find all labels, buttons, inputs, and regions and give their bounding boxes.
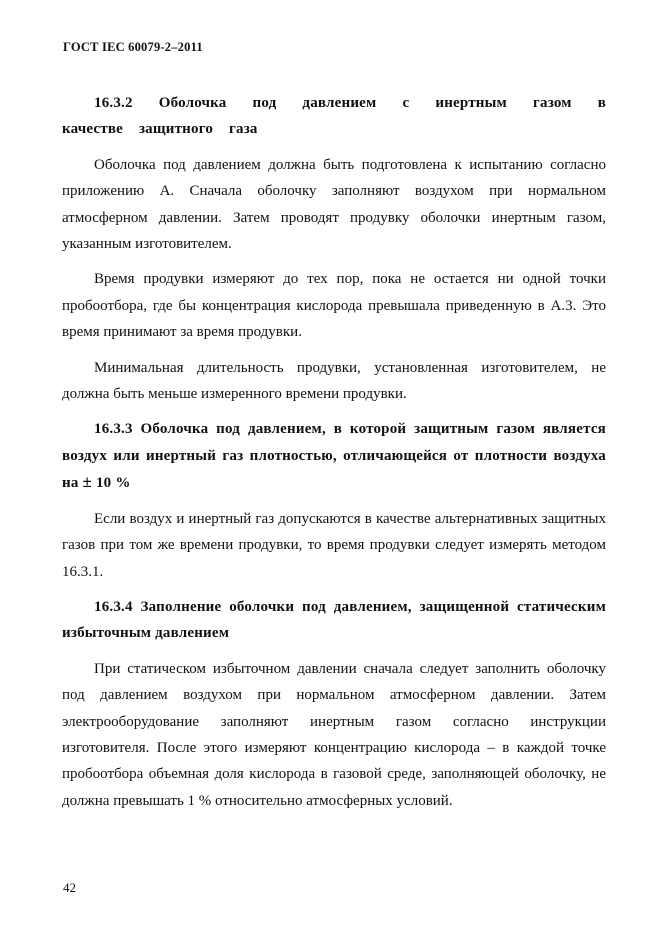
section-16-3-3 (62, 416, 606, 584)
paragraph: Минимальная длительность продувки, установленная изготовителем, не должна быть меньше измеренного времени продувки. (62, 359, 606, 403)
section-16-3-2 (62, 90, 606, 407)
document-body (62, 90, 606, 823)
section-heading: 16.3.2 Оболочка под давлением с инертным газом в качестве защитного газа (62, 95, 606, 138)
section-16-3-4 (62, 594, 606, 814)
paragraph: При статическом избыточном давлении сначала следует заполнить оболочку под давлением воздухом при нормальном атмосферном давлении. Затем электрооборудование заполняют инертным газом согласно инструкции изготовителя. После этого измеряют концентрацию кислорода – в каждой точке пробоотбора объемная доля кислорода в газовой среде, заполняющей оболочку, не должна превышать 1 % относительно атмосферных условий. (62, 660, 606, 809)
paragraph: Оболочка под давлением должна быть подготовлена к испытанию согласно приложению А. Сначала оболочку заполняют воздухом при нормальном атмосферном давлении. Затем проводят продувку оболочки инертным газом, указанным изготовителем. (62, 156, 606, 253)
paragraph: Если воздух и инертный газ допускаются в качестве альтернативных защитных газов при том же времени продувки, то время продувки следует измерять методом 16.3.1. (62, 510, 606, 580)
section-heading: 16.3.4 Заполнение оболочки под давлением, защищенной статическим избыточным давлением (62, 598, 606, 642)
paragraph: Время продувки измеряют до тех пор, пока не остается ни одной точки пробоотбора, где бы концентрация кислорода превышала приведенную в А.3. Это время принимают за время продувки. (62, 271, 606, 341)
section-heading (62, 416, 606, 496)
page-number: 42 (63, 880, 76, 895)
document-header: ГОСТ IEC 60079-2–2011 (63, 40, 203, 54)
section-heading-tolerance: 10 % (92, 475, 131, 492)
plus-minus-symbol: ± (82, 472, 93, 492)
section-heading-text: 16.3.3 Оболочка под давлением, в которой защитным газом является воздух или инертный газ плотностью, отличающейся от плотности воздуха на (62, 421, 606, 492)
